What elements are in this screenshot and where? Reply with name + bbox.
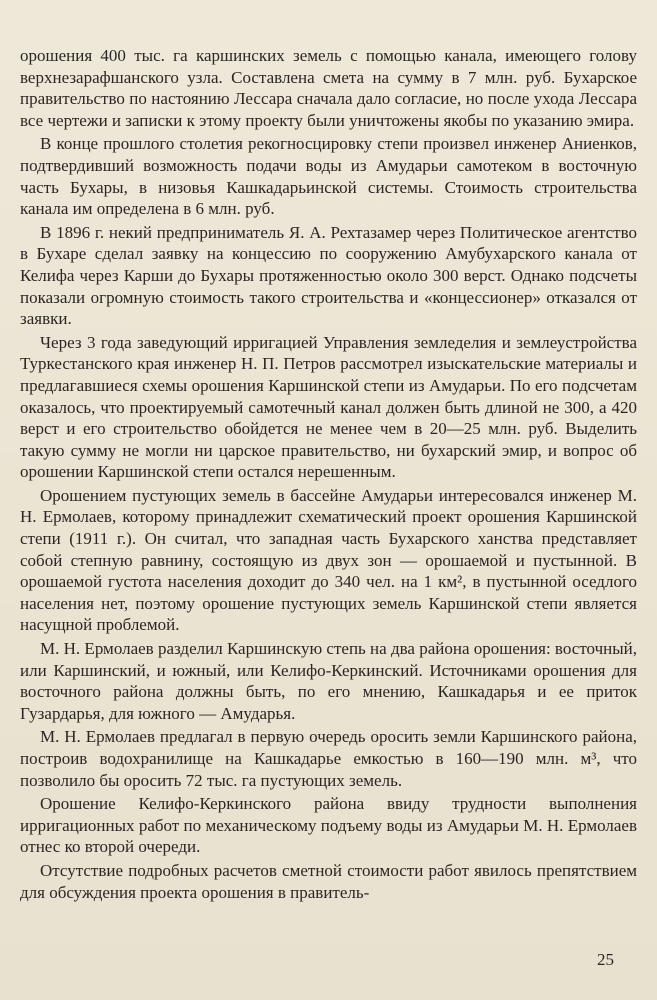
paragraph-8: Орошение Келифо-Керкинского района ввиду трудности выполнения ирригационных работ по механическому подъему воды из Амударьи М. Н. Ермолаев отнес ко второй очереди. <box>20 794 637 857</box>
paragraph-5: Орошением пустующих земель в бассейне Амударьи интересовался инженер М. Н. Ермолаев, которому принадлежит схематический проект орошения Каршинской степи (1911 г.). Он считал, что западная часть Бухарского ханства представляет собой степную равнину, состоящую из двух зон — орошаемой и пустынной. В орошаемой густота населения доходит до 340 чел. на 1 км², в пустынной оседлого населения нет, поэтому орошение пустующих земель Каршинской степи является насущной проблемой. <box>20 485 637 635</box>
body-text <box>20 45 637 905</box>
paragraph-2: В конце прошлого столетия рекогносцировку степи произвел инженер Аниенков, подтвердивший возможность подачи воды из Амударьи самотеком в восточную часть Бухары, в низовья Кашкадарьинской системы. Стоимость строительства канала им определена в 6 млн. руб. <box>20 134 637 219</box>
paragraph-4: Через 3 года заведующий ирригацией Управления земледелия и землеустройства Туркестанского края инженер Н. П. Петров рассмотрел изыскательские материалы и предлагавшиеся схемы орошения Каршинской степи из Амударьи. По его подсчетам оказалось, что проектируемый самотечный канал должен быть длиной не 300, а 420 верст и его строительство обойдется не менее чем в 20—25 млн. руб. Выделить такую сумму не могли ни царское правительство, ни бухарский эмир, и вопрос об орошении Каршинской степи остался нерешенным. <box>20 332 637 482</box>
paragraph-7: М. Н. Ермолаев предлагал в первую очередь оросить земли Каршинского района, построив водохранилище на Кашкадарье емкостью в 160—190 млн. м³, что позволило бы оросить 72 тыс. га пустующих земель. <box>20 727 637 790</box>
paragraph-1: орошения 400 тыс. га каршинских земель с помощью канала, имеющего голову верхнезарафшанского узла. Составлена смета на сумму в 7 млн. руб. Бухарское правительство по настоянию Лессара сначала дало согласие, но после ухода Лессара все чертежи и записки к этому проекту были уничтожены якобы по указанию эмира. <box>20 46 637 130</box>
paragraph-3: В 1896 г. некий предприниматель Я. А. Рехтазамер через Политическое агентство в Бухаре сделал заявку на концессию по сооружению Амубухарского канала от Келифа через Карши до Бухары протяженностью около 300 верст. Однако подсчеты показали огромную стоимость такого строительства и «концессионер» отказался от заявки. <box>20 222 637 329</box>
page-number: 25 <box>597 950 614 969</box>
paragraph-6: М. Н. Ермолаев разделил Каршинскую степь на два района орошения: восточный, или Каршинский, и южный, или Келифо-Керкинский. Источниками орошения для восточного района должны быть, по его мнению, Кашкадарья и ее приток Гузардарья, для южного — Амударья. <box>20 639 637 723</box>
paragraph-9: Отсутствие подробных расчетов сметной стоимости работ явилось препятствием для обсуждения проекта орошения в правитель- <box>20 860 637 902</box>
